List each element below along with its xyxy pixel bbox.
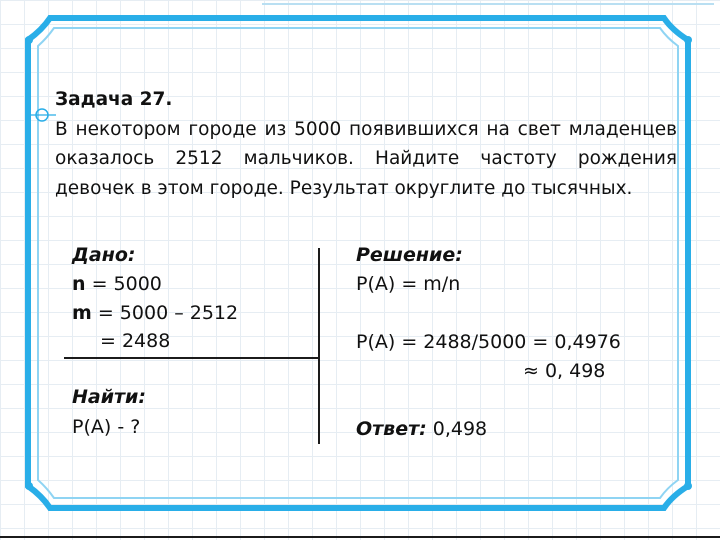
column-divider [318,248,320,444]
given-m-value: = 5000 – 2512 [91,302,239,324]
given-m [72,302,238,324]
answer-line [356,418,487,440]
find-heading: Найти: [72,386,146,408]
given-n [72,273,162,295]
bottom-border-line [0,536,720,538]
find-text: P(A) - ? [72,416,141,438]
given-n-value: = 5000 [85,273,162,295]
given-find-divider [64,357,320,359]
given-m-result: = 2488 [100,330,171,352]
solution-formula [356,273,460,295]
answer-label: Ответ: [356,418,427,440]
frame-corner-knob [25,482,33,490]
given-m-var: m [72,302,92,324]
answer-value: 0,498 [426,418,488,440]
formula-pa: P(A) [356,273,396,295]
frame-corner-knob [684,36,692,44]
task-title: Задача 27. [55,89,173,110]
given-n-var: n [72,273,86,295]
formula-eq: = [395,273,424,295]
solution-heading: Решение: [356,244,463,266]
frame-corner-knob [25,36,33,44]
solution-calc: P(A) = 2488/5000 = 0,4976 [356,331,621,353]
solution-approx: ≈ 0, 498 [523,360,606,382]
given-heading: Дано: [72,244,136,266]
formula-mn: m/n [423,273,461,295]
frame-corner-knob [684,482,692,490]
task-text: В некотором городе из 5000 появившихся на свет младенцев оказалось 2512 мальчиков. Найдите частоту рождения девочек в этом городе. Результат округлите до тысячных. [55,118,677,199]
task-block [55,85,677,203]
